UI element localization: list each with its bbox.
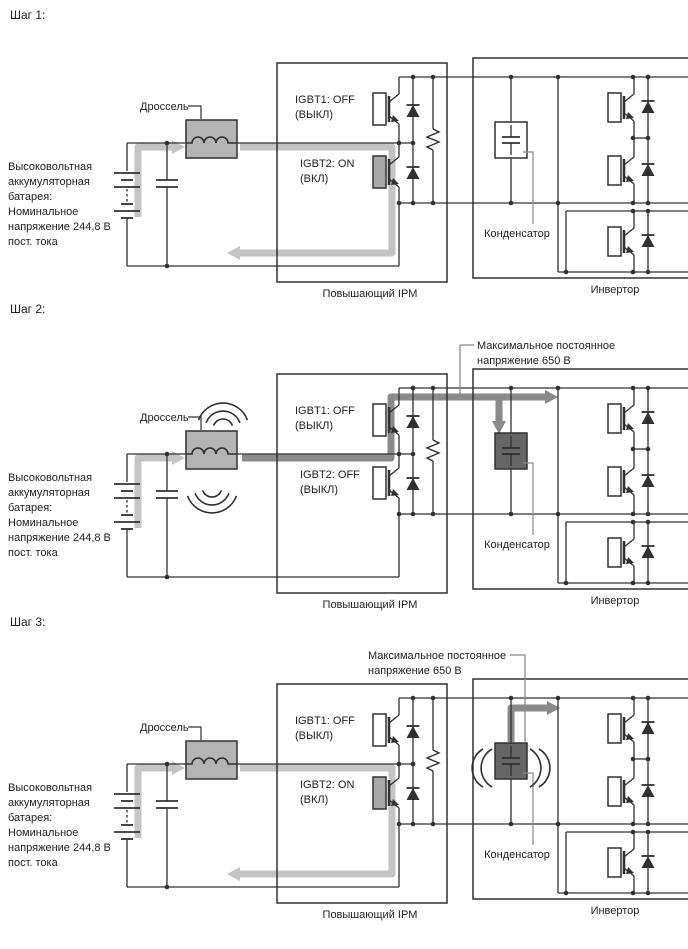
battery-label <box>8 472 111 559</box>
inverter-igbt-1 <box>608 77 634 138</box>
diode <box>642 449 655 514</box>
label-steps-2-igbt1_state: (ВЫКЛ) <box>295 730 334 742</box>
diode <box>407 454 420 514</box>
igbt1 <box>373 77 399 143</box>
inverter <box>591 698 655 917</box>
label-steps-2-igbt1: IGBT1: OFF <box>295 715 355 727</box>
inverter-igbt-3 <box>608 832 634 893</box>
step-3-heading: Шаг 3: <box>10 615 46 629</box>
dc-link-capacitor <box>484 77 550 240</box>
label-battery_label_lines-2: батарея: <box>8 812 53 824</box>
label-labels-inductor: Дроссель <box>140 101 189 113</box>
boost-ipm <box>277 374 447 611</box>
circuit-step-1-svg <box>0 25 688 300</box>
diode <box>642 759 655 824</box>
inductor-label <box>140 101 201 119</box>
label-steps-1-igbt1_state: (ВЫКЛ) <box>295 420 334 432</box>
diode <box>407 77 420 143</box>
label-labels-boost_ipm: Повышающий IPM <box>322 599 418 611</box>
label-battery_label_lines-4: напряжение 244,8 В <box>8 532 111 544</box>
label-battery_label_lines-1: аккумуляторная <box>8 797 90 809</box>
label-labels-capacitor: Конденсатор <box>484 539 550 551</box>
wires <box>127 698 688 893</box>
circuit-step-3-svg <box>0 628 688 949</box>
circuit-step-1 <box>8 58 688 300</box>
wires <box>127 388 688 583</box>
label-battery_label_lines-4: напряжение 244,8 В <box>8 842 111 854</box>
label-battery_label_lines-5: пост. тока <box>8 857 58 869</box>
inverter-section-box <box>473 679 688 899</box>
label-battery_label_lines-0: Высоковольтная <box>8 782 93 794</box>
boost-ipm <box>277 63 447 300</box>
inverter-igbt-3 <box>608 522 634 583</box>
label-labels-inductor: Дроссель <box>140 412 189 424</box>
step-2-heading: Шаг 2: <box>10 302 46 316</box>
battery-label <box>8 161 111 248</box>
inverter-section-box <box>473 58 688 278</box>
label-labels-max_voltage_line1: Максимальное постоянное <box>368 650 507 662</box>
label-battery_label_lines-3: Номинальное <box>8 827 79 839</box>
diode <box>407 764 420 824</box>
resistor <box>427 77 439 203</box>
label-steps-0-igbt1_state: (ВЫКЛ) <box>295 109 334 121</box>
inverter-igbt-2 <box>608 138 634 203</box>
inverter-igbt-1 <box>608 388 634 449</box>
inductor <box>186 120 237 158</box>
label-battery_label_lines-2: батарея: <box>8 502 53 514</box>
label-steps-1-igbt1: IGBT1: OFF <box>295 405 355 417</box>
label-labels-capacitor: Конденсатор <box>484 228 550 240</box>
circuit-step-2-svg <box>0 318 688 612</box>
inverter <box>591 77 655 296</box>
label-steps-1-igbt2_state: (ВЫКЛ) <box>300 484 339 496</box>
label-battery_label_lines-5: пост. тока <box>8 547 58 559</box>
circuit-step-3 <box>8 679 688 921</box>
label-labels-capacitor: Конденсатор <box>484 849 550 861</box>
label-labels-inverter: Инвертор <box>590 284 640 296</box>
label-battery_label_lines-1: аккумуляторная <box>8 487 90 499</box>
label-battery_label_lines-5: пост. тока <box>8 236 58 248</box>
label-labels-max_voltage_line1: Максимальное постоянное <box>477 340 616 352</box>
inductor-label <box>140 722 201 740</box>
dc-link-capacitor <box>484 698 550 861</box>
diode <box>642 698 655 759</box>
label-labels-max_voltage_line2: напряжение 650 В <box>368 665 462 677</box>
filter-capacitor <box>156 143 178 266</box>
filter-capacitor <box>156 764 178 887</box>
diode <box>642 832 655 893</box>
label-battery_label_lines-2: батарея: <box>8 191 53 203</box>
inverter-section-box <box>473 369 688 589</box>
resistor <box>427 388 439 514</box>
diode <box>642 138 655 203</box>
label-battery_label_lines-4: напряжение 244,8 В <box>8 221 111 233</box>
wires <box>127 77 688 272</box>
label-labels-boost_ipm: Повышающий IPM <box>322 909 418 921</box>
label-labels-inverter: Инвертор <box>590 595 640 607</box>
diode <box>642 211 655 272</box>
filter-capacitor <box>156 454 178 577</box>
label-labels-max_voltage_line2: напряжение 650 В <box>477 355 571 367</box>
resistor <box>427 698 439 824</box>
inductor <box>186 431 237 469</box>
label-battery_label_lines-0: Высоковольтная <box>8 472 93 484</box>
battery-label <box>8 782 111 869</box>
inverter-igbt-2 <box>608 759 634 824</box>
inductor <box>186 741 237 779</box>
inverter-igbt-1 <box>608 698 634 759</box>
diode <box>642 77 655 138</box>
label-steps-0-igbt2: IGBT2: ON <box>300 158 355 170</box>
diode <box>407 143 420 203</box>
label-steps-0-igbt1: IGBT1: OFF <box>295 94 355 106</box>
inverter <box>591 388 655 607</box>
label-battery_label_lines-3: Номинальное <box>8 517 79 529</box>
diode <box>407 698 420 764</box>
dc-link-capacitor <box>484 388 550 551</box>
label-steps-2-igbt2_state: (ВКЛ) <box>300 794 329 806</box>
label-battery_label_lines-3: Номинальное <box>8 206 79 218</box>
igbt1 <box>373 698 399 764</box>
inverter-igbt-2 <box>608 449 634 514</box>
label-labels-inductor: Дроссель <box>140 722 189 734</box>
boost-ipm <box>277 684 447 921</box>
label-battery_label_lines-0: Высоковольтная <box>8 161 93 173</box>
label-steps-2-igbt2: IGBT2: ON <box>300 779 355 791</box>
inductor-label <box>140 412 201 430</box>
label-labels-inverter: Инвертор <box>590 905 640 917</box>
inverter-igbt-3 <box>608 211 634 272</box>
label-battery_label_lines-1: аккумуляторная <box>8 176 90 188</box>
step-1-heading: Шаг 1: <box>10 8 46 22</box>
label-steps-1-igbt2: IGBT2: OFF <box>300 469 360 481</box>
diode <box>642 388 655 449</box>
igbt2 <box>373 454 399 514</box>
diode <box>642 522 655 583</box>
circuit-step-2 <box>8 369 688 611</box>
label-steps-0-igbt2_state: (ВКЛ) <box>300 173 329 185</box>
label-labels-boost_ipm: Повышающий IPM <box>322 288 418 300</box>
